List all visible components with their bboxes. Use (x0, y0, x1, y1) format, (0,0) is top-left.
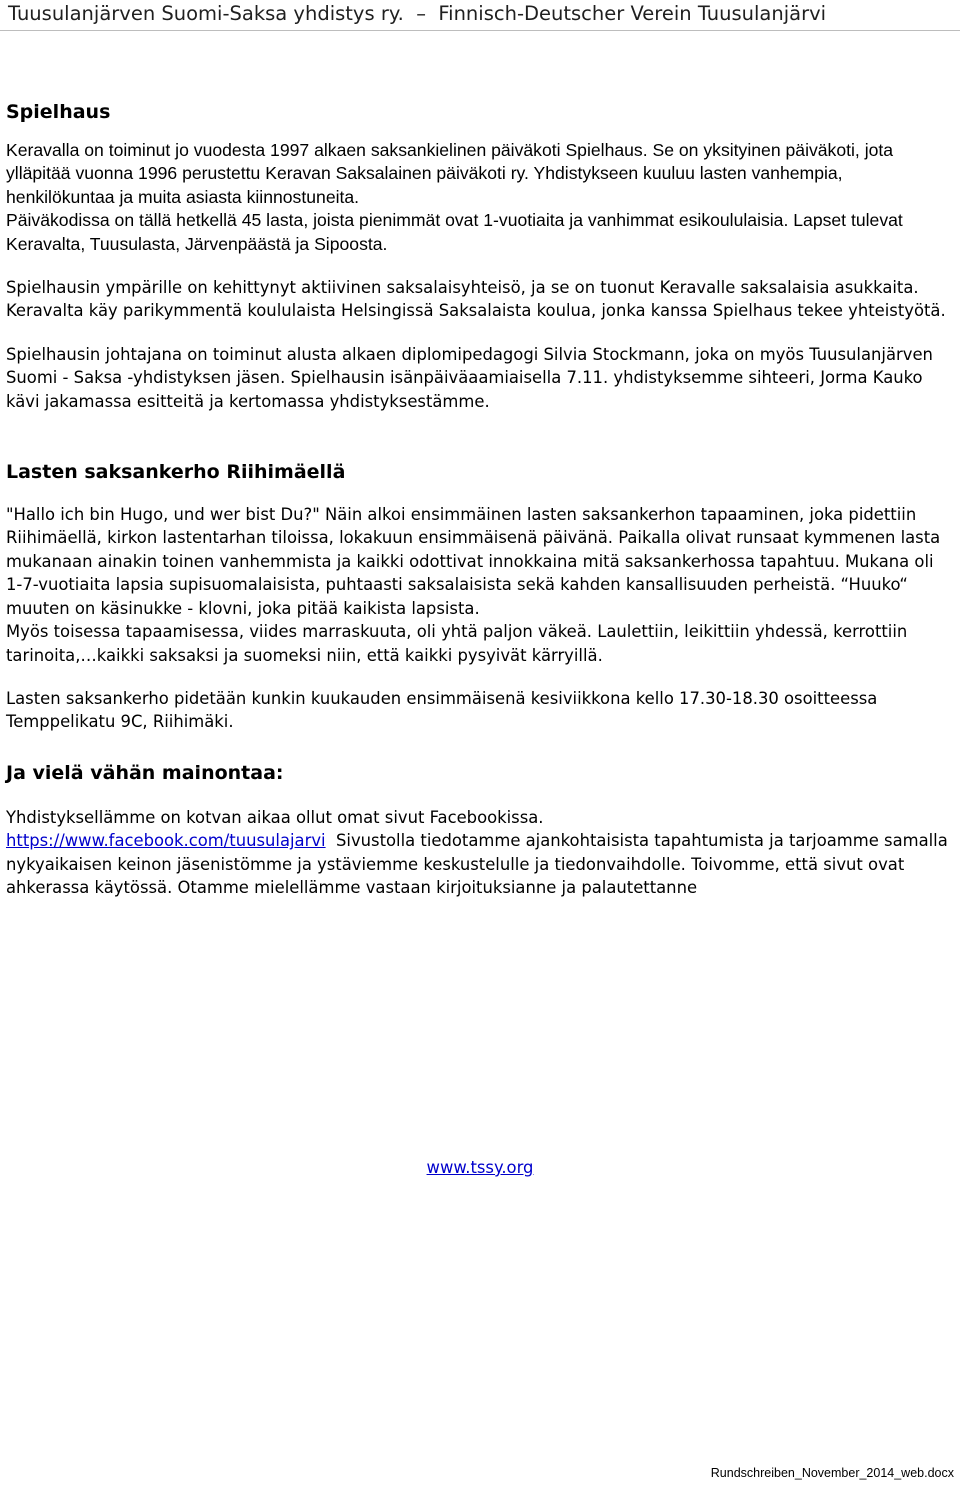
section-title-saksankerho: Lasten saksankerho Riihimäellä (6, 461, 346, 484)
mainonta-paragraph-1: Yhdistyksellämme on kotvan aikaa ollut omat sivut Facebookissa. (6, 807, 544, 827)
spielhaus-paragraph-3: Spielhausin ympärille on kehittynyt aktiivinen saksalaisyhteisö, ja se on tuonut Keravalle saksalaisia asukkaita. Keravalta käy parikymmentä koululaista Helsingissä Saksalaista koulua, jonka kanssa Spielhaus tekee yhteistyötä. (6, 278, 946, 321)
footer-filename: Rundschreiben_November_2014_web.docx (710, 1466, 954, 1480)
header-title: Tuusulanjärven Suomi-Saksa yhdistys ry. – Finnisch-Deutscher Verein Tuusulanjärvi (8, 2, 827, 25)
spielhaus-paragraph-4: Spielhausin johtajana on toiminut alusta alkaen diplomipedagogi Silvia Stockmann, joka on myös Tuusulanjärven Suomi - Saksa -yhdistyksen jäsen. Spielhausin isänpäiväaamiaisella 7.11. yhdistyksemme sihteeri, Jorma Kauko kävi jakamassa esitteitä ja kertomassa yhdistyksestämme. (6, 344, 933, 411)
section-mainonta (6, 758, 952, 900)
document-body (6, 97, 952, 899)
spielhaus-paragraph-1: Keravalla on toiminut jo vuodesta 1997 alkaen saksankielinen päiväkoti Spielhaus. Se on yksityinen päiväkoti, jota ylläpitää vuonna 1996 perustettu Keravan Saksalainen päiväkoti ry. Yhdistykseen kuuluu lasten vanhempia, henkilökuntaa ja muita asiasta kiinnostuneita. (6, 140, 894, 207)
saksankerho-paragraph-1: "Hallo ich bin Hugo, und wer bist Du?" Näin alkoi ensimmäinen lasten saksankerhon tapaaminen, joka pidettiin Riihimäellä, kirkon lastentarhan tiloissa, lokakuun ensimmäisenä päivänä. Paikalla olivat runsaat kymmenen lasta mukanaan ainakin toinen vanhemmista ja kaikki odottivat innokkaina mitä saksankerhossa tapahtuu. Mukana oli 1-7-vuotiaita lapsia supisuomalaisista, puhtaasti saksalaisista sekä kahden kansallisuuden perheistä. “Huuko“ muuten on käsinukke - klovni, joka pitää kaikista lapsista. (6, 505, 941, 618)
section-saksankerho (6, 457, 952, 734)
mainonta-paragraph-2 (6, 829, 952, 899)
spielhaus-paragraph-2: Päiväkodissa on tällä hetkellä 45 lasta, joista pienimmät ovat 1-vuotiaita ja vanhimmat esikoululaisia. Lapset tulevat Keravalta, Tuusulasta, Järvenpäästä ja Sipoosta. (6, 210, 903, 254)
website-link-row (0, 1156, 960, 1179)
section-title-mainonta: Ja vielä vähän mainontaa: (6, 761, 284, 784)
saksankerho-paragraph-2: Myös toisessa tapaamisessa, viides marraskuuta, oli yhtä paljon väkeä. Laulettiin, leikittiin yhdessä, kerrottiin tarinoita,…kaikki saksaksi ja suomeksi niin, että kaikki pysyivät kärryillä. (6, 622, 908, 665)
saksankerho-paragraph-3: Lasten saksankerho pidetään kunkin kuukauden ensimmäisenä kesiviikkona kello 17.30-18.30 osoitteessa Temppelikatu 9C, Riihimäki. (6, 688, 878, 732)
facebook-link[interactable]: https://www.facebook.com/tuusulajarvi (6, 831, 326, 851)
mainonta-paragraph-2-text: Sivustolla tiedotamme ajankohtaisista tapahtumista ja tarjoamme samalla nykyaikaisen keinon jäsenistömme ja ystäviemme keskustelulle ja tiedonvaihdolle. Toivomme, että sivut ovat ahkerassa käytössä. Otamme mielellämme vastaan kirjoituksianne ja palautettanne (6, 831, 948, 897)
section-spielhaus (6, 97, 952, 413)
section-title-spielhaus: Spielhaus (6, 101, 111, 123)
page-header (0, 0, 960, 31)
website-link[interactable]: www.tssy.org (426, 1158, 534, 1177)
